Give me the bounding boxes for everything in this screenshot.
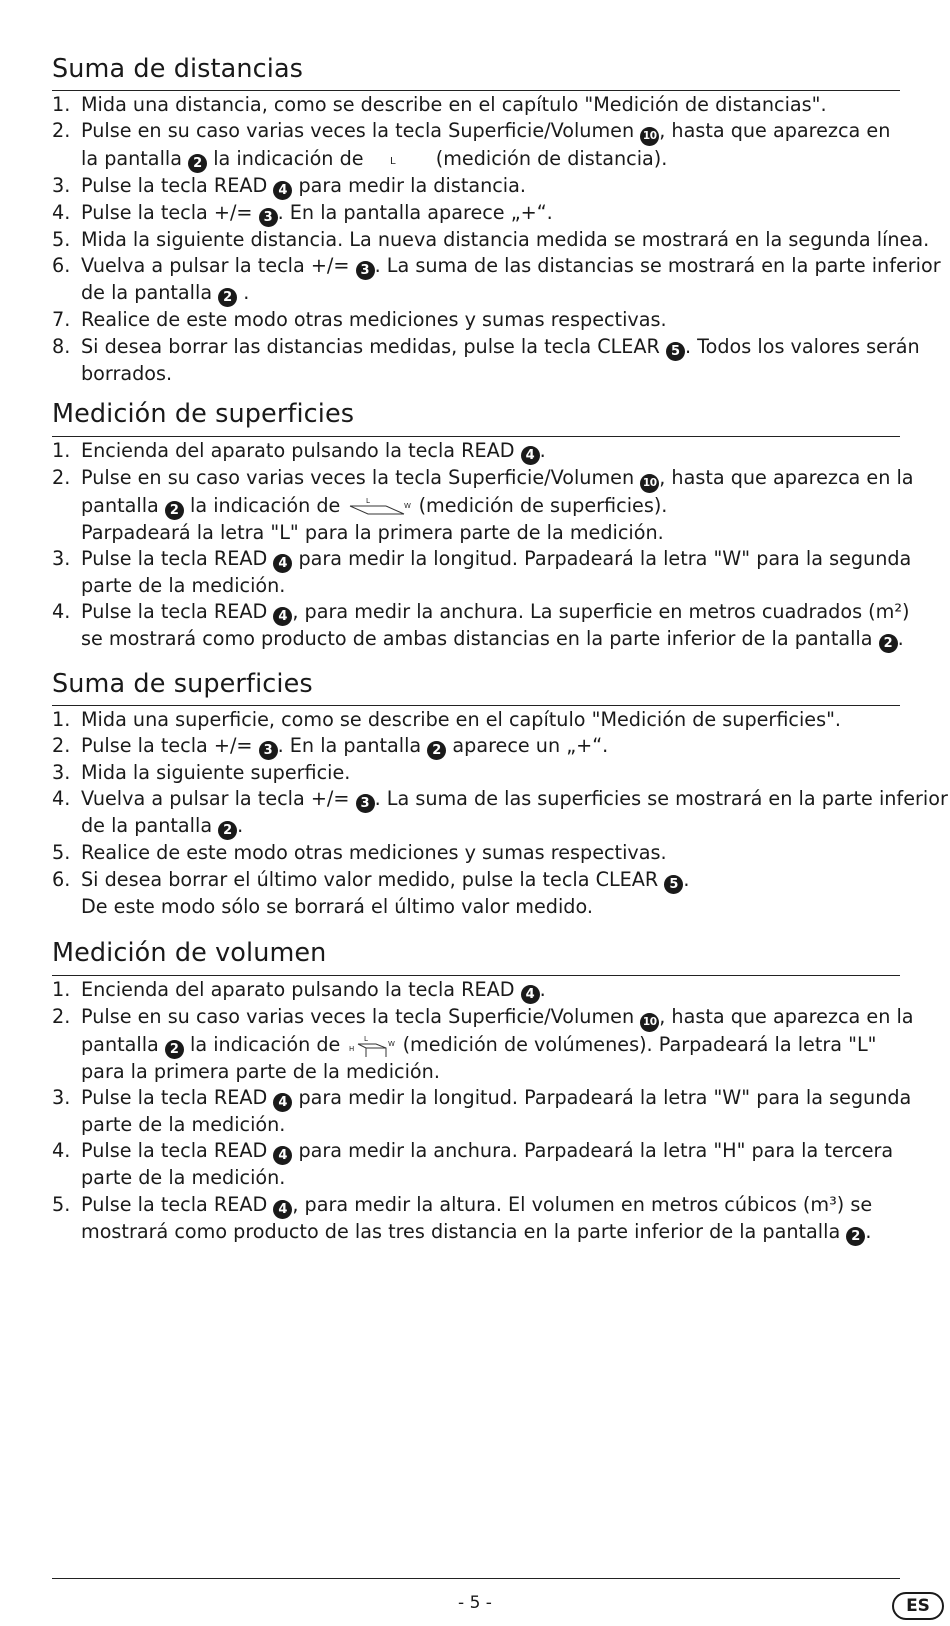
step-number: 2. [52,119,71,143]
step-number: 7. [52,308,71,332]
section-rule [52,975,900,976]
list-item [52,867,900,920]
callout-number-4-icon: 4 [273,1093,292,1112]
footer-rule [52,1578,900,1579]
callout-number-5-icon: 5 [664,875,683,894]
step-number: 1. [52,978,71,1001]
step-text: Pulse la tecla +/= 3 . En la pantalla aparece „+“. [81,201,553,226]
svg-text:L: L [389,155,396,167]
list-item [52,173,900,200]
section-rule [52,90,900,91]
step-text: pantalla 2 la indicación de L W (medición de superficies). [81,494,668,518]
page-number: - 5 - [458,1593,492,1613]
svg-text:W: W [404,501,412,510]
step-text: Parpadeará la letra "L" para la primera parte de la medición. [81,521,664,544]
step-text: parte de la medición. [81,1166,286,1190]
list-item [52,1138,900,1191]
list-item [52,840,900,866]
callout-number-4-icon: 4 [273,554,292,573]
step-text: Pulse en su caso varias veces la tecla Superficie/Volumen 10 , hasta que aparezca en la [81,465,900,493]
callout-number-10-icon: 10 [640,474,659,493]
section-rule [52,436,900,437]
step-text: Pulse en su caso varias veces la tecla Superficie/Volumen 10 , hasta que aparezca en la [81,1004,900,1032]
list-item [52,599,910,653]
list-item [52,760,900,786]
list-item [52,438,900,465]
step-number: 4. [52,201,71,225]
list-item [52,786,948,840]
callout-number-2-icon: 2 [165,501,184,520]
list-item [52,707,900,733]
step-text: Mida una distancia, como se describe en el capítulo "Medición de distancias". [81,93,827,116]
list-item [52,977,900,1004]
steps-medicion-volumen [52,977,914,1246]
step-text: Pulse la tecla READ 4 , para medir la anchura. La superficie en metros cuadrados (m²) [81,600,910,625]
svg-text:H: H [349,1044,355,1053]
step-number: 1. [52,93,71,116]
step-text: parte de la medición. [81,574,286,598]
distance-icon [370,151,430,169]
step-text: Vuelva a pulsar la tecla +/= 3 . La suma de las superficies se mostrará en la parte inferior [81,787,948,812]
step-text: la pantalla 2 la indicación de L (medición de distancia). [81,147,668,172]
step-number: 2. [52,734,71,758]
svg-text:L: L [364,1034,369,1043]
list-item [52,1192,900,1246]
list-item [52,253,941,307]
callout-number-5-icon: 5 [666,342,685,361]
step-number: 5. [52,841,71,865]
step-text: Si desea borrar el último valor medido, pulse la tecla CLEAR 5 . [81,867,690,892]
callout-number-2-icon: 2 [188,154,207,173]
callout-number-2-icon: 2 [427,741,446,760]
list-item [52,733,900,760]
step-number: 3. [52,547,71,571]
callout-number-10-icon: 10 [640,1013,659,1032]
step-text: Encienda del aparato pulsando la tecla READ 4 . [81,439,546,463]
list-item [52,92,900,118]
step-text: Encienda del aparato pulsando la tecla READ 4 . [81,978,546,1002]
step-text: Mida la siguiente distancia. La nueva distancia medida se mostrará en la segunda línea. [81,228,930,252]
callout-number-3-icon: 3 [356,261,375,280]
svg-text:L: L [366,496,371,505]
step-text: Pulse la tecla READ 4 para medir la longitud. Parpadeará la letra "W" para la segunda [81,547,912,572]
step-text: borrados. [81,361,173,385]
callout-number-4-icon: 4 [521,446,540,465]
callout-number-3-icon: 3 [259,741,278,760]
callout-number-4-icon: 4 [273,1200,292,1219]
list-item [52,118,900,173]
step-text: parte de la medición. [81,1113,286,1137]
step-number: 2. [52,466,71,489]
step-number: 3. [52,1086,71,1110]
list-item [52,227,930,253]
step-number: 3. [52,761,71,785]
step-text: mostrará como producto de las tres distancia en la parte inferior de la pantalla 2 . [81,1219,872,1244]
step-number: 4. [52,787,71,811]
callout-number-3-icon: 3 [259,208,278,227]
callout-number-4-icon: 4 [273,181,292,200]
step-text: se mostrará como producto de ambas distancias en la parte inferior de la pantalla 2 . [81,627,904,652]
callout-number-2-icon: 2 [879,634,898,653]
step-text: de la pantalla 2 . [81,814,244,839]
step-number: 3. [52,174,71,198]
section-title-suma-superficies: Suma de superficies [52,669,313,699]
section-title-medicion-volumen: Medición de volumen [52,938,327,968]
callout-number-4-icon: 4 [521,985,540,1004]
step-number: 2. [52,1005,71,1028]
callout-number-4-icon: 4 [273,607,292,626]
volume-icon [346,1034,396,1058]
steps-medicion-superficies [52,438,914,653]
step-text: Vuelva a pulsar la tecla +/= 3 . La suma de las distancias se mostrará en la parte inferior [81,254,941,279]
step-text: Pulse la tecla READ 4 para medir la distancia. [81,174,526,199]
list-item [52,307,900,333]
area-icon [346,496,412,518]
step-number: 8. [52,334,71,358]
callout-number-3-icon: 3 [356,794,375,813]
callout-number-10-icon: 10 [640,127,659,146]
step-number: 6. [52,867,71,891]
step-text: Realice de este modo otras mediciones y sumas respectivas. [81,841,667,865]
steps-suma-distancias [52,92,941,387]
step-number: 4. [52,1139,71,1163]
step-text: Pulse en su caso varias veces la tecla Superficie/Volumen 10 , hasta que aparezca en [81,118,900,146]
steps-suma-superficies [52,707,948,920]
step-text: pantalla 2 la indicación de L W H (medición de volúmenes). Parpadeará la letra "L" [81,1033,877,1057]
step-text: Pulse la tecla +/= 3 . En la pantalla 2 aparece un „+“. [81,734,609,759]
step-number: 1. [52,439,71,462]
callout-number-2-icon: 2 [846,1227,865,1246]
step-text: Mida una superficie, como se describe en el capítulo "Medición de superficies". [81,708,842,731]
list-item [52,200,900,227]
list-item [52,546,912,599]
section-rule [52,705,900,706]
step-text: Pulse la tecla READ 4 para medir la longitud. Parpadeará la letra "W" para la segunda [81,1086,912,1111]
step-number: 4. [52,600,71,624]
list-item [52,1004,914,1085]
step-number: 5. [52,1192,71,1216]
step-text: De este modo sólo se borrará el último valor medido. [81,894,593,918]
step-number: 6. [52,254,71,278]
svg-text:W: W [388,1039,396,1048]
callout-number-4-icon: 4 [273,1146,292,1165]
step-text: Pulse la tecla READ 4 , para medir la altura. El volumen en metros cúbicos (m³) se [81,1192,873,1217]
callout-number-2-icon: 2 [165,1040,184,1059]
list-item [52,1085,912,1138]
step-text: Mida la siguiente superficie. [81,761,351,785]
step-number: 5. [52,228,71,252]
step-text: para la primera parte de la medición. [81,1060,440,1083]
step-text: Si desea borrar las distancias medidas, pulse la tecla CLEAR 5 . Todos los valores serán [81,334,920,359]
language-badge: ES [892,1592,944,1620]
callout-number-2-icon: 2 [218,821,237,840]
step-text: de la pantalla 2 . [81,281,250,306]
section-title-suma-distancias: Suma de distancias [52,54,304,84]
callout-number-2-icon: 2 [218,288,237,307]
step-text: Pulse la tecla READ 4 para medir la anchura. Parpadeará la letra "H" para la tercera [81,1139,894,1164]
list-item [52,334,920,387]
step-number: 1. [52,708,71,731]
list-item [52,465,914,546]
section-title-medicion-superficies: Medición de superficies [52,399,355,429]
step-text: Realice de este modo otras mediciones y sumas respectivas. [81,308,667,332]
